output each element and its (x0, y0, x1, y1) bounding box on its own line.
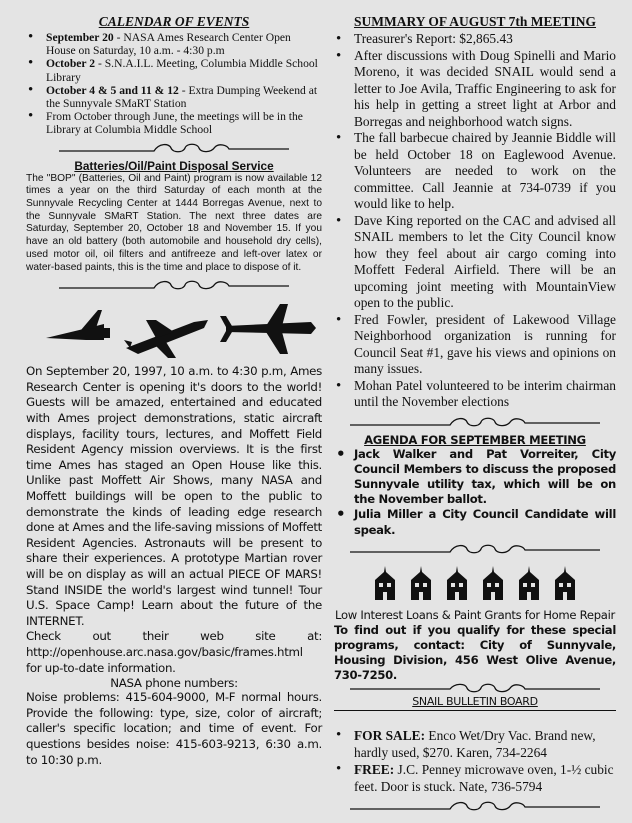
jet-icon (124, 320, 208, 358)
divider-ornament (350, 542, 600, 556)
list-item: • The fall barbecue chaired by Jeannie Biddle will be held October 18 on Eaglewood Avenue. Volunteers are needed to work on the committee. Call Jeannie at 734-0739 if you would like to help. (334, 130, 616, 213)
list-item: • Jack Walker and Pat Vorreiter, City Council Members to discuss the proposed Sunnyvale utility tax, which will be on the November ballot. (334, 447, 616, 508)
ames-check-line: Check out their web site at: (26, 629, 322, 644)
list-item: • From October through June, the meetings will be in the Library at Columbia Middle School (26, 110, 322, 136)
calendar-title: CALENDAR OF EVENTS (98, 14, 250, 29)
ames-url: http://openhouse.arc.nasa.gov/basic/frames.html (26, 644, 303, 659)
list-item: • October 2 - S.N.A.I.L. Meeting, Columbia Middle School Library (26, 57, 322, 83)
bulletin-list (334, 727, 616, 795)
list-item: • Julia Miller a City Council Candidate will speak. (334, 507, 616, 537)
list-item: • After discussions with Doug Spinelli and Mario Moreno, it was decided SNAIL would send a letter to Joe Avila, Traffic Engineering to ask for his help in getting a street light at Arbor and Borregas and neighborhood watch signs. (334, 48, 616, 131)
summary-title: SUMMARY OF AUGUST 7th MEETING (353, 14, 597, 29)
list-item: • Fred Fowler, president of Lakewood Village Neighborhood organization is running for Council Seat #1, gave his views and opinions on many issues. (334, 312, 616, 378)
agenda-list (334, 447, 616, 538)
loans-title: Low Interest Loans & Paint Grants for Home Repair (335, 607, 615, 622)
list-item: • Treasurer's Report: $2,865.43 (334, 31, 616, 48)
loans-text: To find out if you qualify for these special programs, contact: City of Sunnyvale, Housing Division, 456 West Olive Avenue, 730-7250. (334, 622, 616, 682)
agenda-title: AGENDA FOR SEPTEMBER MEETING (364, 432, 586, 447)
list-item: • FREE: J.C. Penney microwave oven, 1-½ cubic feet. Door is stuck. Nate, 736-5794 (334, 761, 616, 795)
aircraft-illustration (26, 300, 322, 360)
divider-ornament (59, 141, 289, 155)
plane-icon (220, 304, 316, 354)
ames-url-suffix: for up-to-date information. (26, 660, 176, 675)
left-column (26, 14, 322, 768)
ames-paragraph: On September 20, 1997, 10 a.m. to 4:30 p.m, Ames Research Center is opening it's doors to the world! Guests will be amazed, entertained and educated with Ames project demonstrations, static aircraft displays, facility tours, lectures, and Moffett Field Resident Agency mission overviews. It is the first time Ames has staged an Open House like this. Unlike past Moffett Air Shows, many NASA and Moffett buildings will be open to the public to demonstrate the kinds of leading edge research done at Ames and the life-saving missions of Moffett Resident Agencies. Astronauts will be present to share their experiences. A prototype Martian rover will be on display as will an actual PIECE OF MARS! Stand INSIDE the world's largest wind tunnel! Tour U.S. Space Camp! Learn about the future of the INTERNET. (26, 364, 322, 628)
divider-ornament (350, 683, 600, 695)
bop-text: The "BOP" (Batteries, Oil and Paint) program is now available 12 times a year on the third Saturday of each month at the Sunnyvale Recycling Center at 1444 Borregas Avenue, next to the Sunnyvale SMaRT Station. The next three dates are Saturday, September 20, October 18 and November 15. If you have an old battery (both automobile and household dry cells), used motor oil, oil filters and antifreeze and left-over latex or water-based paints, this is the time and place to dispose of it. (26, 172, 322, 273)
list-item: • Dave King reported on the CAC and advised all SNAIL members to let the City Council know how they feel about air cargo coming into Moffett Federal Airfield. There will be an upcoming joint meeting with MountainView open to the public. (334, 213, 616, 312)
bop-title: Batteries/Oil/Paint Disposal Service (74, 158, 274, 173)
calendar-list (26, 31, 322, 137)
divider-ornament (59, 278, 289, 292)
divider-ornament (350, 799, 600, 813)
list-item: • October 4 & 5 and 11 & 12 - Extra Dumping Weekend at the Sunnyvale SMaRT Station (26, 84, 322, 110)
house-icon (410, 566, 432, 600)
list-item: • Mohan Patel volunteered to be interim chairman until the November elections (334, 378, 616, 411)
house-icon (518, 566, 540, 600)
divider-ornament (350, 415, 600, 429)
house-icon (446, 566, 468, 600)
house-icon (554, 566, 576, 600)
list-item: • FOR SALE: Enco Wet/Dry Vac. Brand new, hardly used, $270. Karen, 734-2264 (334, 727, 616, 761)
phone-title: NASA phone numbers: (110, 676, 238, 691)
shuttle-icon (46, 310, 110, 340)
list-item: • September 20 - NASA Ames Research Center Open House on Saturday, 10 a.m. - 4:30 p.m (26, 31, 322, 57)
house-icon (374, 566, 396, 600)
phone-text: Noise problems: 415-604-9000, M-F normal hours. Provide the following: type, size, color of aircraft; caller's specific location; and time of event. For questions besides noise: 415-603-9213, 6:30 a.m. to 10:30 p.m. (26, 690, 322, 767)
house-icon (482, 566, 504, 600)
divider (334, 710, 616, 711)
summary-list (334, 31, 616, 411)
right-column (334, 14, 616, 817)
bulletin-title: SNAIL BULLETIN BOARD (412, 694, 538, 708)
houses-illustration (334, 566, 616, 600)
